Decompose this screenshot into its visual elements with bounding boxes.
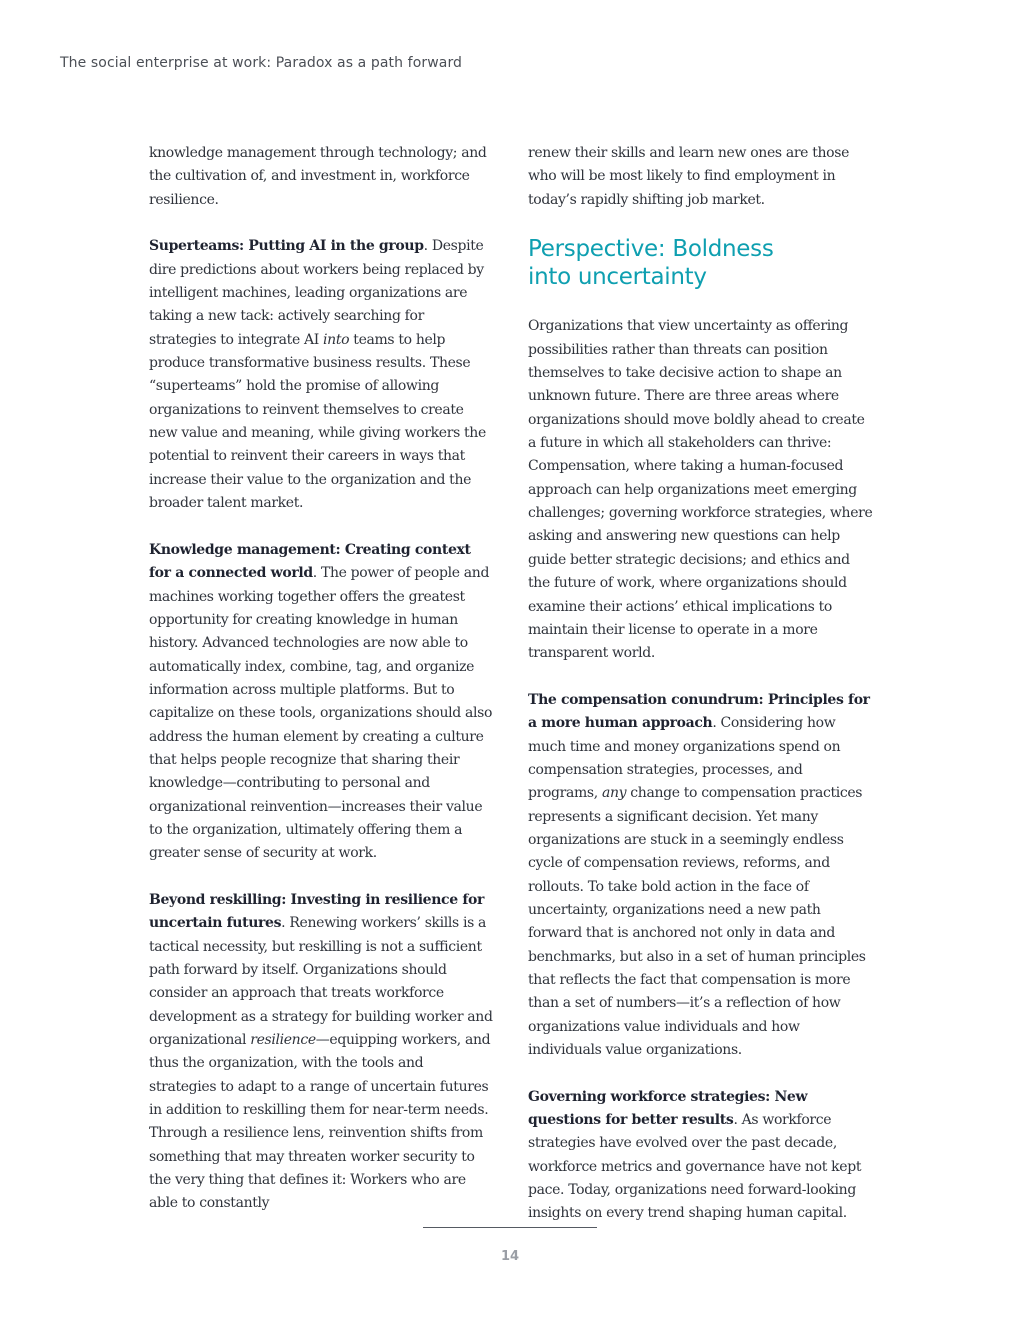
section-heading-line1: Perspective: Boldness: [528, 236, 774, 263]
section-heading: [528, 235, 873, 291]
intro-text: knowledge management through technology; and the cultivation of, and investment in, workforce resilience.: [149, 145, 487, 208]
superteams-text-1: . Despite dire predictions about workers being replaced by intelligent machines, leading organizations are taking a new tack: actively searching for strategies to integrate AI: [149, 238, 484, 348]
section-heading-line2: into uncertainty: [528, 264, 707, 291]
compensation-paragraph: [528, 689, 873, 1063]
knowledge-text: . The power of people and machines working together offers the greatest opportunity for creating knowledge in human history. Advanced technologies are now able to automatically index, combine, tag, and organize information across multiple platforms. But to capitalize on these tools, organizations should also address the human element by creating a culture that helps people recognize that sharing their knowledge—contributing to personal and organizational reinvention—increases their value to the organization, ultimately offering them a greater sense of security at work.: [149, 565, 493, 862]
reskilling-lead: Beyond reskilling: Investing in resilience for uncertain futures: [149, 892, 485, 932]
governing-lead: Governing workforce strategies: New questions for better results: [528, 1088, 808, 1129]
footer-divider: [423, 1227, 597, 1228]
reskilling-text-1: . Renewing workers’ skills is a tactical necessity, but reskilling is not a sufficient path forward by itself. Organizations should consider an approach that treats workforce development as a strategy for building worker and organizational: [149, 915, 493, 1049]
continuation-paragraph: [528, 142, 873, 212]
superteams-lead: Superteams: Putting AI in the group: [149, 238, 424, 255]
continuation-text: renew their skills and learn new ones are those who will be most likely to find employment in today’s rapidly shifting job market.: [528, 145, 850, 208]
page-number: 14: [500, 1249, 520, 1264]
perspective-text: Organizations that view uncertainty as offering possibilities rather than threats can position themselves to take decisive action to shape an unknown future. There are three areas where organizations should move boldly ahead to create a future in which all stakeholders can thrive: Compensation, where taking a human-focused approach can help organizations meet emerging challenges; governing workforce strategies, where asking and answering new questions can help guide better strategic decisions; and ethics and the future of work, where organizations should examine their actions’ ethical implications to maintain their license to operate in a more transparent world.: [528, 318, 873, 662]
reskilling-text-2: —equipping workers, and thus the organization, with the tools and strategies to adapt to a range of uncertain futures in addition to reskilling them for near-term needs. Through a resilience lens, reinvention shifts from something that may threaten worker security to the very thing that defines it: Workers who are able to constantly: [149, 1032, 491, 1212]
right-column: [528, 142, 873, 1226]
knowledge-lead: Knowledge management: Creating context for a connected world: [149, 541, 471, 582]
governing-paragraph: [528, 1086, 873, 1226]
reskilling-paragraph: [149, 889, 494, 1216]
superteams-text-2: teams to help produce transformative business results. These “superteams” hold the promise of allowing organizations to reinvent themselves to create new value and meaning, while giving workers the potential to reinvent their careers in ways that increase their value to the organization and the broader talent market.: [149, 331, 486, 512]
running-header: The social enterprise at work: Paradox as a path forward: [60, 55, 463, 71]
compensation-emphasis: any: [601, 785, 627, 802]
perspective-paragraph: [528, 315, 873, 665]
superteams-emphasis: into: [323, 331, 350, 348]
reskilling-emphasis: resilience: [250, 1032, 316, 1049]
left-column: [149, 142, 494, 1216]
compensation-lead: The compensation conundrum: Principles for a more human approach: [528, 691, 870, 732]
governing-text: . As workforce strategies have evolved over the past decade, workforce metrics and governance have not kept pace. Today, organizations need forward-looking insights on every trend shaping human capital.: [528, 1112, 862, 1222]
superteams-paragraph: [149, 235, 494, 515]
intro-paragraph: [149, 142, 494, 212]
compensation-text-1: . Considering how much time and money organizations spend on compensation strategies, processes, and programs,: [528, 715, 841, 802]
knowledge-paragraph: [149, 539, 494, 866]
compensation-text-2: change to compensation practices represents a significant decision. Yet many organizations are stuck in a seemingly endless cycle of compensation reviews, reforms, and rollouts. To take bold action in the face of uncertainty, organizations need a new path forward that is anchored not only in data and benchmarks, but also in a set of human principles that reflects the fact that compensation is more than a set of numbers—it’s a reflection of how organizations value individuals and how individuals value organizations.: [528, 785, 866, 1059]
